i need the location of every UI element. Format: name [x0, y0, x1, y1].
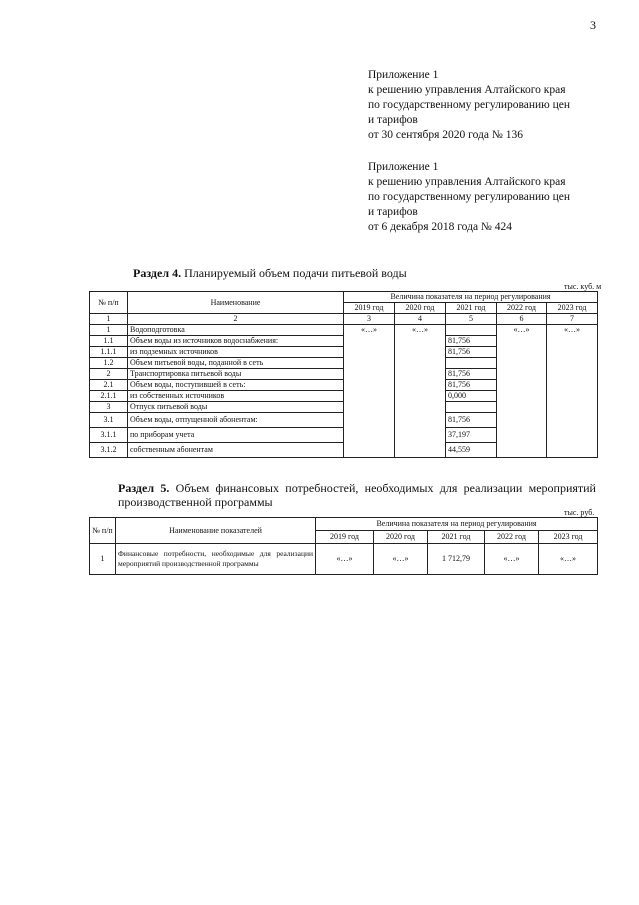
- header-period: Величина показателя на период регулирования: [344, 292, 598, 303]
- row-num: 2.1.1: [90, 391, 128, 402]
- header-year: 2021 год: [428, 531, 485, 544]
- col-number: 6: [497, 314, 547, 325]
- section4-heading: Планируемый объем подачи питьевой воды: [184, 266, 407, 280]
- col-number: 7: [547, 314, 598, 325]
- value-2021: 44,559: [446, 443, 497, 458]
- section4-unit: тыс. куб. м: [564, 282, 602, 291]
- header-year: 2021 год: [446, 303, 497, 314]
- row-name: из собственных источников: [128, 391, 344, 402]
- col-number: 4: [395, 314, 446, 325]
- row-num: 1.1.1: [90, 347, 128, 358]
- value-2020: «…»: [374, 544, 428, 575]
- header-year: 2020 год: [374, 531, 428, 544]
- value-2023: «…»: [547, 325, 598, 458]
- header-year: 2022 год: [485, 531, 539, 544]
- row-num: 2.1: [90, 380, 128, 391]
- header-name: Наименование показателей: [116, 518, 316, 544]
- appendix-line: и тарифов: [368, 114, 418, 126]
- section5-label: Раздел 5.: [118, 481, 170, 495]
- row-num: 3.1.1: [90, 428, 128, 443]
- appendix-line: Приложение 1: [368, 161, 439, 173]
- value-2021: 1 712,79: [428, 544, 485, 575]
- section4-title: [133, 266, 407, 280]
- col-number: 5: [446, 314, 497, 325]
- col-number: 2: [128, 314, 344, 325]
- page-number: 3: [590, 18, 596, 32]
- value-2023: «…»: [539, 544, 598, 575]
- col-number: 3: [344, 314, 395, 325]
- appendix-reference-new: [368, 68, 570, 143]
- row-name: из подземных источников: [128, 347, 344, 358]
- header-year: 2019 год: [316, 531, 374, 544]
- value-2021: [446, 325, 497, 336]
- header-year: 2023 год: [539, 531, 598, 544]
- row-name: Финансовые потребности, необходимые для реализации мероприятий производственной программы: [116, 544, 316, 575]
- value-2022: «…»: [485, 544, 539, 575]
- row-num: 3.1.2: [90, 443, 128, 458]
- header-year: 2023 год: [547, 303, 598, 314]
- appendix-line: к решению управления Алтайского края: [368, 84, 566, 96]
- appendix-line: и тарифов: [368, 206, 418, 218]
- value-2021: [446, 402, 497, 413]
- section5-heading: Объем финансовых потребностей, необходимых для реализации мероприятий производственной программы: [118, 481, 596, 509]
- value-2021: 81,756: [446, 413, 497, 428]
- water-supply-table: [89, 291, 598, 458]
- row-name: Водоподготовка: [128, 325, 344, 336]
- header-year: 2022 год: [497, 303, 547, 314]
- header-name: Наименование: [128, 292, 344, 314]
- appendix-line: от 30 сентября 2020 года № 136: [368, 129, 523, 141]
- row-name: Объем воды, поступившей в сеть:: [128, 380, 344, 391]
- header-num: № п/п: [90, 292, 128, 314]
- appendix-line: к решению управления Алтайского края: [368, 176, 566, 188]
- row-num: 2: [90, 369, 128, 380]
- row-name: Транспортировка питьевой воды: [128, 369, 344, 380]
- appendix-reference-original: [368, 160, 570, 235]
- value-2020: «…»: [395, 325, 446, 458]
- value-2019: «…»: [344, 325, 395, 458]
- col-number: 1: [90, 314, 128, 325]
- row-num: 3.1: [90, 413, 128, 428]
- row-name: Объем воды из источников водоснабжения:: [128, 336, 344, 347]
- appendix-line: по государственному регулированию цен: [368, 99, 571, 111]
- row-name: Отпуск питьевой воды: [128, 402, 344, 413]
- table-row: [90, 544, 598, 575]
- row-name: собственным абонентам: [128, 443, 344, 458]
- value-2021: [446, 358, 497, 369]
- header-year: 2019 год: [344, 303, 395, 314]
- row-name: по приборам учета: [128, 428, 344, 443]
- row-num: 1.1: [90, 336, 128, 347]
- table-row: [90, 325, 598, 336]
- header-period: Величина показателя на период регулирования: [316, 518, 598, 531]
- row-num: 1: [90, 325, 128, 336]
- value-2022: «…»: [497, 325, 547, 458]
- value-2021: 81,756: [446, 336, 497, 347]
- value-2021: 0,000: [446, 391, 497, 402]
- section4-label: Раздел 4.: [133, 266, 182, 280]
- appendix-line: Приложение 1: [368, 69, 439, 81]
- financial-needs-table: [89, 517, 598, 575]
- row-num: 3: [90, 402, 128, 413]
- row-num: 1: [90, 544, 116, 575]
- appendix-line: по государственному регулированию цен: [368, 191, 571, 203]
- appendix-line: от 6 декабря 2018 года № 424: [368, 221, 513, 233]
- value-2019: «…»: [316, 544, 374, 575]
- value-2021: 81,756: [446, 347, 497, 358]
- section5-unit: тыс. руб.: [564, 508, 595, 517]
- row-name: Объем питьевой воды, поданной в сеть: [128, 358, 344, 369]
- header-num: № п/п: [90, 518, 116, 544]
- value-2021: 81,756: [446, 369, 497, 380]
- row-num: 1.2: [90, 358, 128, 369]
- value-2021: 37,197: [446, 428, 497, 443]
- header-year: 2020 год: [395, 303, 446, 314]
- value-2021: 81,756: [446, 380, 497, 391]
- row-name: Объем воды, отпущенной абонентам:: [128, 413, 344, 428]
- section5-title: [118, 481, 596, 509]
